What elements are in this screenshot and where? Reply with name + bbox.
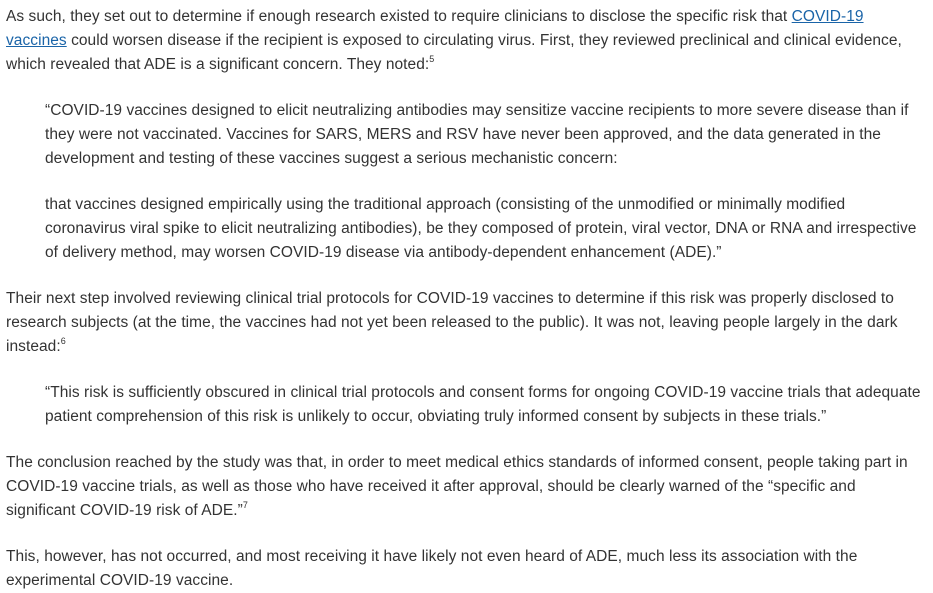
footnote-ref: 6: [60, 336, 66, 346]
paragraph-ade-research: [6, 5, 928, 77]
paragraph-conclusion: [6, 451, 928, 523]
blockquote-traditional-approach: that vaccines designed empirically using the traditional approach (consisting of the unmodified or minimally modified coronavirus viral spike to elicit neutralizing antibodies), be they composed of protein, viral vector, DNA or RNA and irrespective of delivery method, may worsen COVID-19 disease via antibody-dependent enhancement (ADE).”: [45, 196, 917, 261]
paragraph-not-occurred: This, however, has not occurred, and most receiving it have likely not even heard of ADE, much less its association with the experimental COVID-19 vaccine.: [6, 548, 858, 589]
paragraph-text: could worsen disease if the recipient is exposed to circulating virus. First, they reviewed preclinical and clinical evidence, which revealed that ADE is a significant concern. They noted:: [6, 32, 902, 73]
blockquote-neutralizing-antibodies: “COVID-19 vaccines designed to elicit neutralizing antibodies may sensitize vaccine recipients to more severe disease than if they were not vaccinated. Vaccines for SARS, MERS and RSV have never been approved, and the data generated in the development and testing of these vaccines suggest a serious mechanistic concern:: [45, 102, 909, 167]
paragraph-clinical-protocols: [6, 287, 928, 359]
paragraph-text: Their next step involved reviewing clinical trial protocols for COVID-19 vaccines to determine if this risk was properly disclosed to research subjects (at the time, the vaccines had not yet been released to the public). It was not, leaving people largely in the dark instead:: [6, 290, 898, 355]
paragraph-text: The conclusion reached by the study was that, in order to meet medical ethics standards of informed consent, people taking part in COVID-19 vaccine trials, as well as those who have received it after approval, should be clearly warned of the “specific and significant COVID-19 risk of ADE.”: [6, 454, 908, 519]
blockquote-risk-obscured: “This risk is sufficiently obscured in clinical trial protocols and consent forms for ongoing COVID-19 vaccine trials that adequate patient comprehension of this risk is unlikely to occur, obviating truly informed consent by subjects in these trials.”: [45, 384, 921, 425]
footnote-ref: 7: [242, 500, 248, 510]
paragraph-text: As such, they set out to determine if enough research existed to require clinicians to disclose the specific risk that: [6, 8, 792, 25]
covid-vaccines-link[interactable]: COVID-19 vaccines: [6, 8, 864, 49]
footnote-ref: 5: [429, 54, 435, 64]
